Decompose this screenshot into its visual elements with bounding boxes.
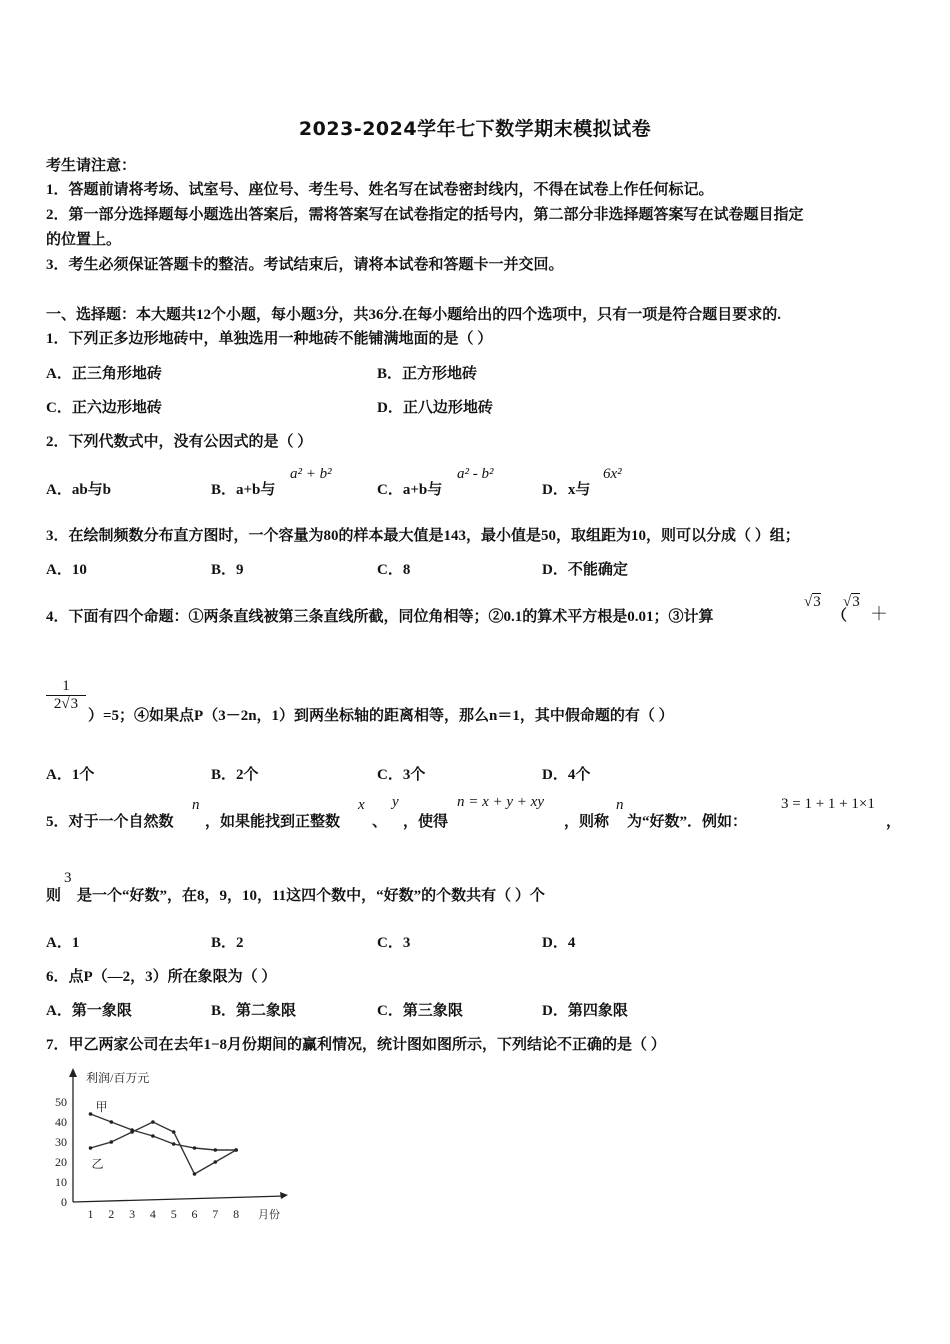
series-2-point: [151, 1120, 155, 1124]
series-2-point: [234, 1148, 238, 1152]
q1-option-a: A．正三角形地砖: [46, 366, 162, 382]
q3-stem: 3．在绘制频数分布直方图时，一个容量为80的样本最大值是143，最小值是50，取组距为10，则可以分成（ ）组；: [46, 528, 800, 544]
q2-option-c: C．a+b与: [377, 482, 443, 498]
y-tick-label: 30: [55, 1135, 67, 1149]
q3-option-b: B．9: [211, 562, 244, 578]
series-label-yi: 乙: [91, 1157, 104, 1171]
series-1-point: [89, 1112, 93, 1116]
q6-option-c: C．第三象限: [377, 1003, 463, 1019]
q5-part6: 则: [46, 888, 62, 904]
q3-option-c: C．8: [377, 562, 411, 578]
notice-item-2-cont: 的位置上。: [46, 232, 122, 248]
x-tick-label: 1: [87, 1207, 94, 1221]
q5-three: 3: [64, 870, 72, 886]
q5-n2: n: [616, 797, 624, 813]
y-tick-label: 10: [55, 1175, 67, 1189]
x-tick-label: 6: [191, 1207, 198, 1221]
y-tick-label: 50: [55, 1095, 67, 1109]
series-1-point: [172, 1142, 176, 1146]
x-tick-label: 2: [108, 1207, 115, 1221]
q4-plus: ＋: [870, 604, 888, 624]
x-tick-label: 8: [233, 1207, 240, 1221]
q2-option-b: B．a+b与: [211, 482, 276, 498]
q4-option-a: A．1个: [46, 767, 95, 783]
q3-option-d: D．不能确定: [542, 562, 628, 578]
series-2-point: [130, 1130, 134, 1134]
q5-part3: ，使得: [403, 814, 449, 830]
q3-option-a: A．10: [46, 562, 87, 578]
q2-option-a: A．ab与b: [46, 482, 112, 498]
q4-option-d: D．4个: [542, 767, 591, 783]
q5-y: y: [392, 794, 399, 810]
series-2-point: [172, 1130, 176, 1134]
q5-option-c: C．3: [377, 935, 411, 951]
q5-example: 3 = 1 + 1 + 1×1: [781, 796, 875, 812]
series-2-point: [110, 1140, 114, 1144]
q4-sqrt3-radicand: 3: [813, 594, 821, 610]
series-2-point: [214, 1160, 218, 1164]
x-axis-label: 月份: [258, 1209, 280, 1221]
q5-x: x: [358, 797, 365, 813]
q4-fraction-den: 2√3: [53, 696, 79, 712]
q2-stem: 2．下列代数式中，没有公因式的是（ ）: [46, 434, 313, 450]
section-heading: 一、选择题：本大题共12个小题，每小题3分，共36分.在每小题给出的四个选项中，只有一项是符合题目要求的.: [46, 307, 782, 323]
notice-item-1: 1．答题前请将考场、试室号、座位号、考生号、姓名写在试卷密封线内，不得在试卷上作任何标记。: [46, 182, 714, 198]
x-axis-arrow: [280, 1192, 288, 1199]
q1-option-c: C．正六边形地砖: [46, 400, 162, 416]
q2-option-d: D．x与: [542, 482, 591, 498]
q4-sqrt3: √3: [804, 594, 821, 610]
q5-part4: ，则称: [564, 814, 610, 830]
y-tick-label: 0: [61, 1195, 67, 1209]
q5-part2: ，如果能找到正整数: [205, 814, 341, 830]
q4-option-b: B．2个: [211, 767, 259, 783]
y-axis-arrow: [69, 1068, 77, 1077]
q5-option-b: B．2: [211, 935, 244, 951]
y-tick-label: 20: [55, 1155, 67, 1169]
series-1-point: [193, 1146, 197, 1150]
y-tick-label: 40: [55, 1115, 67, 1129]
q6-stem: 6．点P（—2，3）所在象限为（ ）: [46, 969, 277, 985]
series-label-jia: 甲: [95, 1100, 108, 1114]
series-1-point: [110, 1120, 114, 1124]
q6-option-b: B．第二象限: [211, 1003, 297, 1019]
q5-option-d: D．4: [542, 935, 576, 951]
q5-part5: 为“好数”．例如：: [627, 814, 748, 830]
q7-stem: 7．甲乙两家公司在去年1−8月份期间的赢利情况，统计图如图所示，下列结论不正确的是（ ）: [46, 1037, 666, 1053]
q2-option-c-expr: a² - b²: [457, 466, 494, 482]
q6-option-d: D．第四象限: [542, 1003, 628, 1019]
q6-option-a: A．第一象限: [46, 1003, 132, 1019]
series-line-1: [91, 1114, 237, 1150]
q4-stem-part1: 4．下面有四个命题：①两条直线被第三条直线所截，同位角相等；②0.1的算术平方根是0.01；③计算: [46, 609, 714, 625]
series-2-point: [193, 1172, 197, 1176]
x-tick-label: 7: [212, 1207, 219, 1221]
x-axis: [73, 1196, 285, 1202]
series-1-point: [151, 1134, 155, 1138]
q4-option-c: C．3个: [377, 767, 426, 783]
q2-option-d-expr: 6x²: [603, 466, 622, 482]
q4-fraction-num: 1: [46, 678, 86, 696]
q5-part1: 5．对于一个自然数: [46, 814, 174, 830]
q2-option-b-expr: a² + b²: [290, 466, 332, 482]
q1-option-b: B．正方形地砖: [377, 366, 478, 382]
notice-item-3: 3．考生必须保证答题卡的整洁。考试结束后，请将本试卷和答题卡一并交回。: [46, 257, 564, 273]
q5-comma: ，: [886, 814, 902, 830]
notice-item-2: 2．第一部分选择题每小题选出答案后，需将答案写在试卷指定的括号内，第二部分非选择题答案写在试卷题目指定: [46, 207, 804, 223]
y-axis-label: 利润/百万元: [86, 1071, 150, 1085]
q5-sep: 、: [372, 814, 388, 830]
series-2-point: [89, 1146, 93, 1150]
profit-line-chart: [40, 1060, 300, 1230]
q5-part7: 是一个“好数”，在8，9，10，11这四个数中，“好数”的个数共有（ ）个: [77, 888, 545, 904]
q5-n: n: [192, 797, 200, 813]
page-title: 2023-2024学年七下数学期末模拟试卷: [298, 118, 652, 140]
q1-option-d: D．正八边形地砖: [377, 400, 493, 416]
notice-heading: 考生请注意：: [46, 158, 137, 174]
q5-equation: n = x + y + xy: [457, 794, 544, 810]
series-1-point: [214, 1148, 218, 1152]
q1-stem: 1．下列正多边形地砖中，单独选用一种地砖不能铺满地面的是（ ）: [46, 331, 493, 347]
q4-fraction: [46, 678, 86, 713]
series-line-2: [91, 1122, 237, 1174]
x-tick-label: 5: [170, 1207, 177, 1221]
q5-option-a: A．1: [46, 935, 80, 951]
x-tick-label: 3: [129, 1207, 136, 1221]
q4-stem-part2: ）=5；④如果点P（3－2n，1）到两坐标轴的距离相等，那么n＝1，其中假命题的有（ ）: [88, 708, 674, 724]
x-tick-label: 4: [149, 1207, 156, 1221]
q4-sqrt3-b: √3: [843, 594, 860, 610]
q4-open-paren: （: [832, 608, 848, 624]
q4-sqrt3-b-radicand: 3: [852, 594, 860, 610]
